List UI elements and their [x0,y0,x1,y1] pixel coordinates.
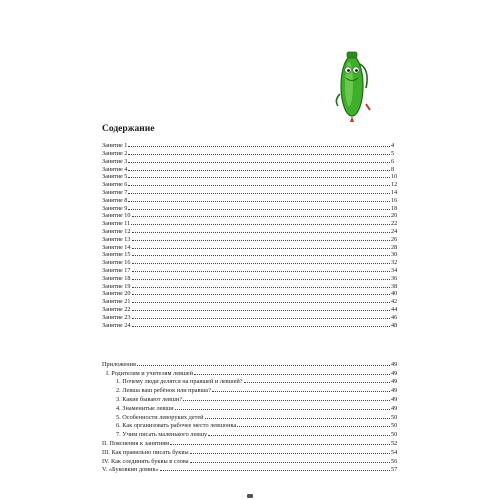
toc-entry-page-number: 22 [391,220,398,228]
toc-entry-label: Занятие 18 [102,274,131,282]
toc-entry[interactable] [102,188,399,196]
toc-entry-page-number: 52 [391,439,398,447]
toc-entry-label: Занятие 12 [102,227,131,235]
contents-title: Содержание [102,124,155,134]
dot-leader [183,394,390,401]
toc-entry-label: Занятие 5 [102,173,128,181]
toc-entry-label: Занятие 14 [102,243,131,251]
toc-entry[interactable] [102,274,399,282]
dot-leader [132,258,391,264]
dot-leader [132,320,391,326]
dot-leader [132,235,391,241]
toc-entry-page-number: 54 [391,448,398,456]
toc-entry[interactable] [102,227,399,235]
dot-leader [132,297,391,303]
dot-leader [212,385,390,392]
toc-entry[interactable] [102,211,399,219]
toc-entry-page-number: 34 [391,266,398,274]
dot-leader [190,447,390,454]
toc-entry-page-number: 5 [391,149,395,157]
dot-leader [132,281,391,287]
toc-entry-label: Занятие 22 [102,305,131,313]
toc-entry-page-number: 44 [391,305,398,313]
toc-entry[interactable] [102,242,399,250]
toc-entry-label: I. Родителям и учителям левшей [106,369,193,377]
dot-leader [132,211,391,217]
toc-entry[interactable] [102,465,399,474]
toc-entry-page-number: 49 [391,378,398,386]
toc-entry-page-number: 24 [391,227,398,235]
toc-entry-label: Занятие 1 [102,142,128,150]
dot-leader [208,429,390,436]
toc-entry[interactable] [102,305,399,313]
dot-leader [132,305,391,311]
toc-entry-page-number: 10 [391,173,398,181]
toc-entry[interactable] [102,250,399,258]
lessons-list [102,141,399,328]
dot-leader [132,266,391,272]
toc-entry[interactable] [102,258,399,266]
dot-leader [128,157,390,163]
dot-leader [128,196,390,202]
toc-entry-label: 5. Особенности леворуких детей [116,413,204,421]
dot-leader [132,274,391,280]
toc-entry-label: Занятие 24 [102,321,131,329]
toc-entry-label: Занятие 9 [102,204,128,212]
toc-entry-label: V. «Буковкин домик» [102,466,159,474]
toc-entry-label: Занятие 11 [102,220,131,228]
toc-entry-page-number: 30 [391,251,398,259]
toc-entry[interactable] [102,266,399,274]
toc-entry[interactable] [102,180,399,188]
toc-entry-page-number: 49 [391,387,398,395]
dot-leader [128,172,390,178]
dot-leader [137,359,390,366]
dot-leader [128,164,390,170]
toc-entry-page-number: 56 [391,457,398,465]
toc-entry-label: 1. Почему люди делятся на правшей и левшей? [116,378,243,386]
toc-entry-label: II. Пояснения к занятиям [102,439,170,447]
dot-leader [237,421,390,428]
toc-entry-label: Занятие 13 [102,235,131,243]
toc-entry-label: IV. Как соединять буквы в слова [102,457,189,465]
toc-entry[interactable] [102,172,399,180]
toc-entry-label: Занятие 8 [102,196,128,204]
toc-entry[interactable] [102,456,399,465]
toc-entry[interactable] [102,297,399,305]
dot-leader [132,313,391,319]
toc-entry-label: Занятие 20 [102,290,131,298]
toc-entry[interactable] [102,429,399,438]
toc-entry-label: Занятие 3 [102,157,128,165]
toc-entry[interactable] [102,412,399,421]
toc-entry-page-number: 49 [391,404,398,412]
toc-entry-page-number: 4 [391,142,395,150]
toc-entry-label: Занятие 4 [102,165,128,173]
toc-entry[interactable] [102,281,399,289]
toc-entry-label: Занятие 17 [102,266,131,274]
toc-entry-label: Занятие 19 [102,282,131,290]
toc-entry-page-number: 50 [391,422,398,430]
dot-leader [128,149,390,155]
toc-entry-label: 6. Как организовать рабочее место левшонка [116,422,237,430]
toc-entry-page-number: 8 [391,165,395,173]
toc-entry-label: Занятие 16 [102,259,131,267]
toc-entry-label: III. Как правильно писать буквы [102,448,189,456]
toc-entry-label: 7. Учим писать маленького левшу [116,431,208,439]
dot-leader [190,456,390,463]
toc-entry-page-number: 42 [391,298,398,306]
toc-entry[interactable] [102,219,399,227]
toc-entry-page-number: 48 [391,321,398,329]
toc-entry-page-number: 20 [391,212,398,220]
page-marker [247,494,253,498]
toc-entry[interactable] [102,377,399,386]
dot-leader [244,377,390,384]
toc-entry[interactable] [102,149,399,157]
toc-entry-page-number: 12 [391,181,398,189]
toc-entry-page-number: 38 [391,282,398,290]
dot-leader [128,141,390,147]
dot-leader [175,403,390,410]
toc-entry-label: 4. Знаменитые левши [116,404,174,412]
dot-leader [170,438,390,445]
toc-entry[interactable] [102,320,399,328]
toc-entry[interactable] [102,385,399,394]
toc-entry[interactable] [102,447,399,456]
toc-entry-page-number: 16 [391,196,398,204]
green-pen-mascot-icon [330,44,376,124]
dot-leader [132,242,391,248]
toc-entry[interactable] [102,289,399,297]
dot-leader [128,188,390,194]
toc-entry-page-number: 50 [391,431,398,439]
toc-entry-label: Занятие 7 [102,188,128,196]
toc-entry-label: Занятие 6 [102,181,128,189]
toc-entry[interactable] [102,438,399,447]
dot-leader [128,180,390,186]
toc-entry[interactable] [102,196,399,204]
toc-entry-label: Занятие 2 [102,149,128,157]
toc-entry-page-number: 46 [391,313,398,321]
toc-entry[interactable] [102,368,399,377]
toc-entry-label: Приложения [102,360,136,368]
toc-entry-label: 3. Какие бывают левши? [116,395,182,403]
toc-entry-page-number: 28 [391,243,398,251]
dot-leader [160,465,390,472]
dot-leader [194,368,390,375]
toc-entry[interactable] [102,359,399,368]
toc-entry[interactable] [102,203,399,211]
dot-leader [132,289,391,295]
toc-entry[interactable] [102,421,399,430]
toc-entry-label: Занятие 21 [102,298,131,306]
toc-entry-label: 2. Левша ваш ребёнок или правша? [116,387,211,395]
toc-entry-page-number: 36 [391,274,398,282]
toc-entry[interactable] [102,235,399,243]
toc-entry-page-number: 14 [391,188,398,196]
dot-leader [205,412,390,419]
toc-entry-page-number: 57 [391,466,398,474]
dot-leader [132,250,391,256]
toc-entry-page-number: 32 [391,259,398,267]
toc-entry[interactable] [102,403,399,412]
toc-entry[interactable] [102,141,399,149]
toc-entry-page-number: 50 [391,413,398,421]
toc-entry-label: Занятие 15 [102,251,131,259]
appendix-list [102,359,399,473]
dot-leader [128,203,390,209]
toc-entry[interactable] [102,394,399,403]
toc-entry-label: Занятие 10 [102,212,131,220]
toc-entry-page-number: 26 [391,235,398,243]
toc-entry-page-number: 49 [391,360,398,368]
toc-entry[interactable] [102,313,399,321]
toc-entry-page-number: 18 [391,204,398,212]
toc-entry-page-number: 6 [391,157,395,165]
toc-entry-page-number: 49 [391,369,398,377]
toc-entry-page-number: 40 [391,290,398,298]
toc-entry-page-number: 49 [391,395,398,403]
dot-leader [131,219,390,225]
toc-entry[interactable] [102,164,399,172]
toc-entry-label: Занятие 23 [102,313,131,321]
toc-entry[interactable] [102,157,399,165]
dot-leader [132,227,391,233]
